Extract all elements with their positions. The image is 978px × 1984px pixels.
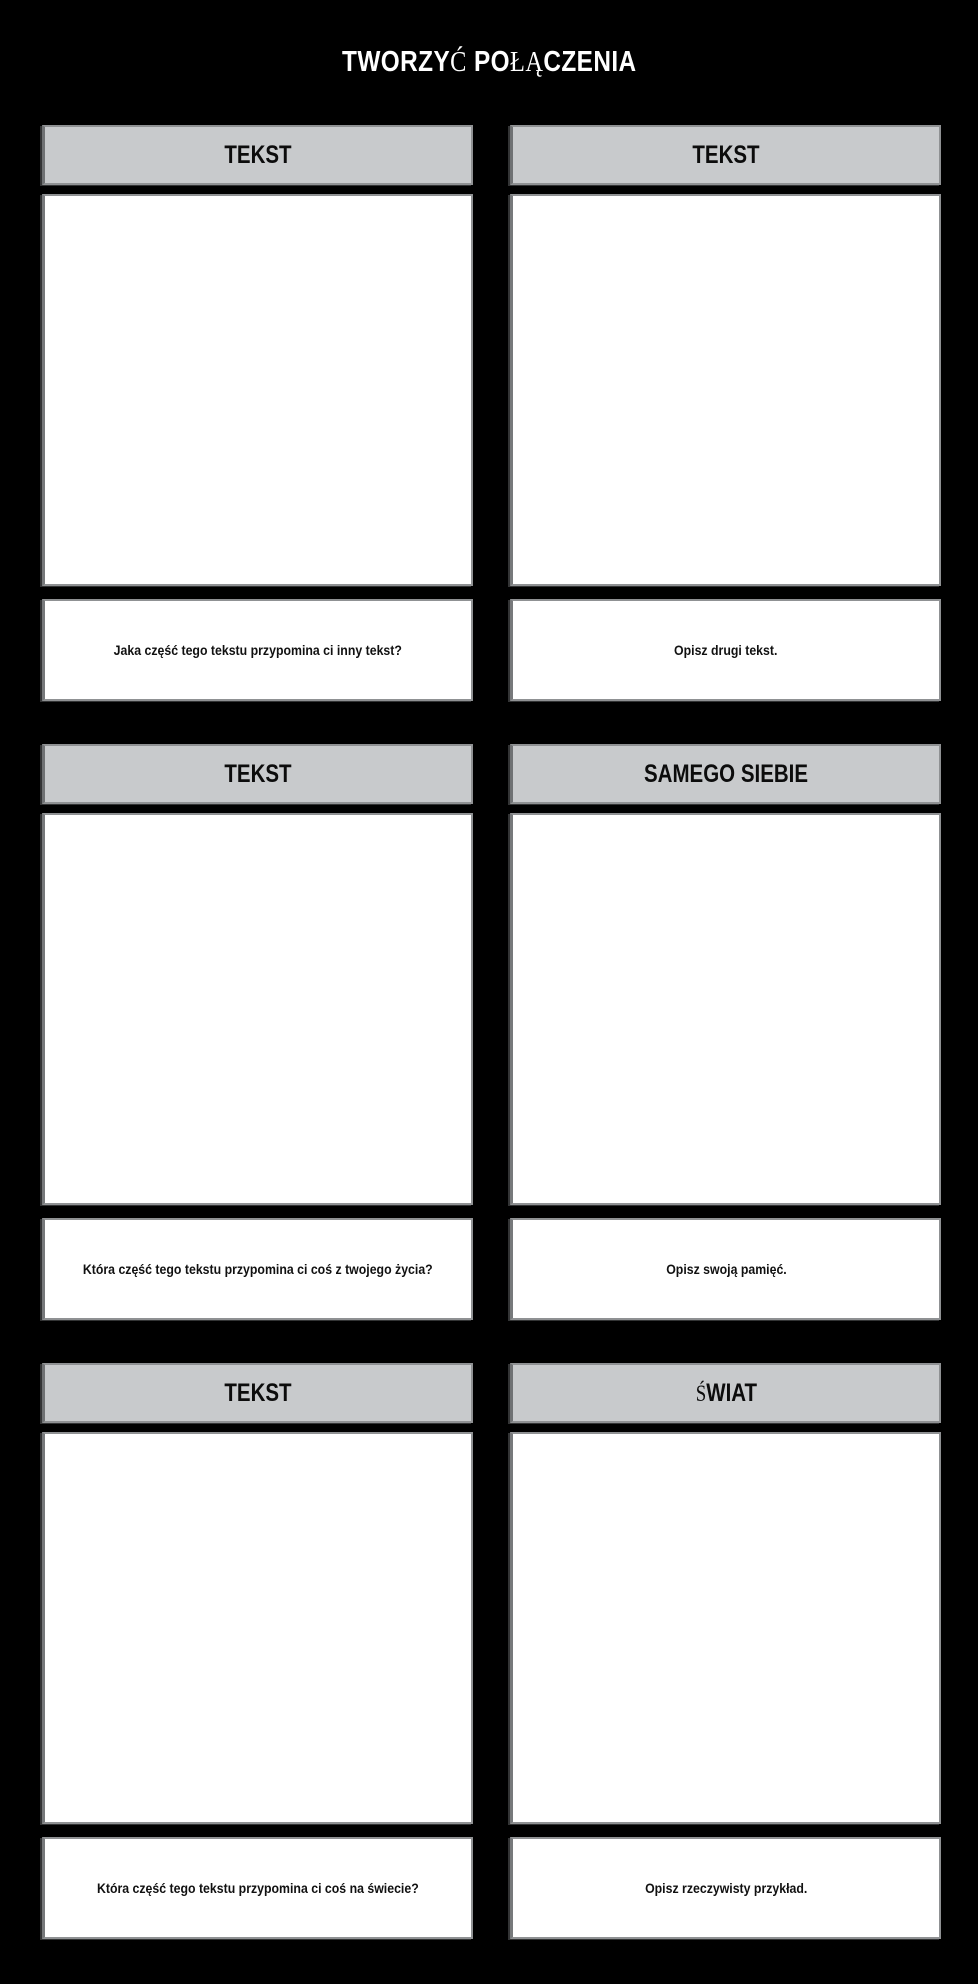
prompt-box (42, 1218, 473, 1320)
drawing-entry-area[interactable] (42, 813, 473, 1205)
cell-header (510, 125, 941, 185)
drawing-entry-area[interactable] (510, 194, 941, 586)
page-title-part: TWORZY (341, 46, 450, 78)
prompt-text: Opisz rzeczywisty przykład. (644, 1880, 808, 1896)
cell-header-part: WIAT (705, 1378, 757, 1407)
cell-header-label: TEKST (224, 1378, 292, 1407)
page-title-part: CZENIA (543, 46, 637, 78)
page-title-part: ŁĄ (509, 46, 544, 78)
cell-header-label: TEKST (224, 140, 292, 169)
cell-header-part: Ś (695, 1380, 706, 1406)
connection-cell-text-2 (510, 125, 941, 701)
connection-cell-self (510, 744, 941, 1320)
connection-cell-text-4 (42, 1363, 473, 1939)
prompt-text: Która część tego tekstu przypomina ci coś na świecie? (97, 1880, 419, 1896)
page-title (342, 46, 636, 79)
drawing-entry-area[interactable] (42, 194, 473, 586)
cell-header-label: TEKST (224, 759, 292, 788)
drawing-entry-area[interactable] (510, 1432, 941, 1824)
cell-header (510, 1363, 941, 1423)
cell-header (42, 125, 473, 185)
page-title-part: Ć (449, 46, 467, 78)
row-text-to-world (0, 1363, 978, 1939)
cell-header (510, 744, 941, 804)
prompt-box (42, 599, 473, 701)
cell-header-label: SAMEGO SIEBIE (643, 759, 809, 788)
page-title-part: PO (466, 46, 510, 78)
drawing-entry-area[interactable] (42, 1432, 473, 1824)
prompt-text: Jaka część tego tekstu przypomina ci inny tekst? (113, 642, 403, 658)
connection-cell-text-3 (42, 744, 473, 1320)
prompt-box (510, 1218, 941, 1320)
prompt-box (510, 1837, 941, 1939)
prompt-text: Opisz swoją pamięć. (665, 1261, 787, 1277)
cell-header-label: TEKST (692, 140, 760, 169)
row-text-to-self (0, 744, 978, 1320)
prompt-box (510, 599, 941, 701)
prompt-text: Która część tego tekstu przypomina ci coś z twojego życia? (83, 1261, 433, 1277)
title-bar (0, 0, 978, 125)
cell-header-label (695, 1379, 756, 1408)
prompt-box (42, 1837, 473, 1939)
prompt-text: Opisz drugi tekst. (674, 642, 778, 658)
drawing-entry-area[interactable] (510, 813, 941, 1205)
cell-header (42, 744, 473, 804)
cell-header (42, 1363, 473, 1423)
row-text-to-text (0, 125, 978, 701)
connection-cell-world (510, 1363, 941, 1939)
connection-cell-text-1 (42, 125, 473, 701)
